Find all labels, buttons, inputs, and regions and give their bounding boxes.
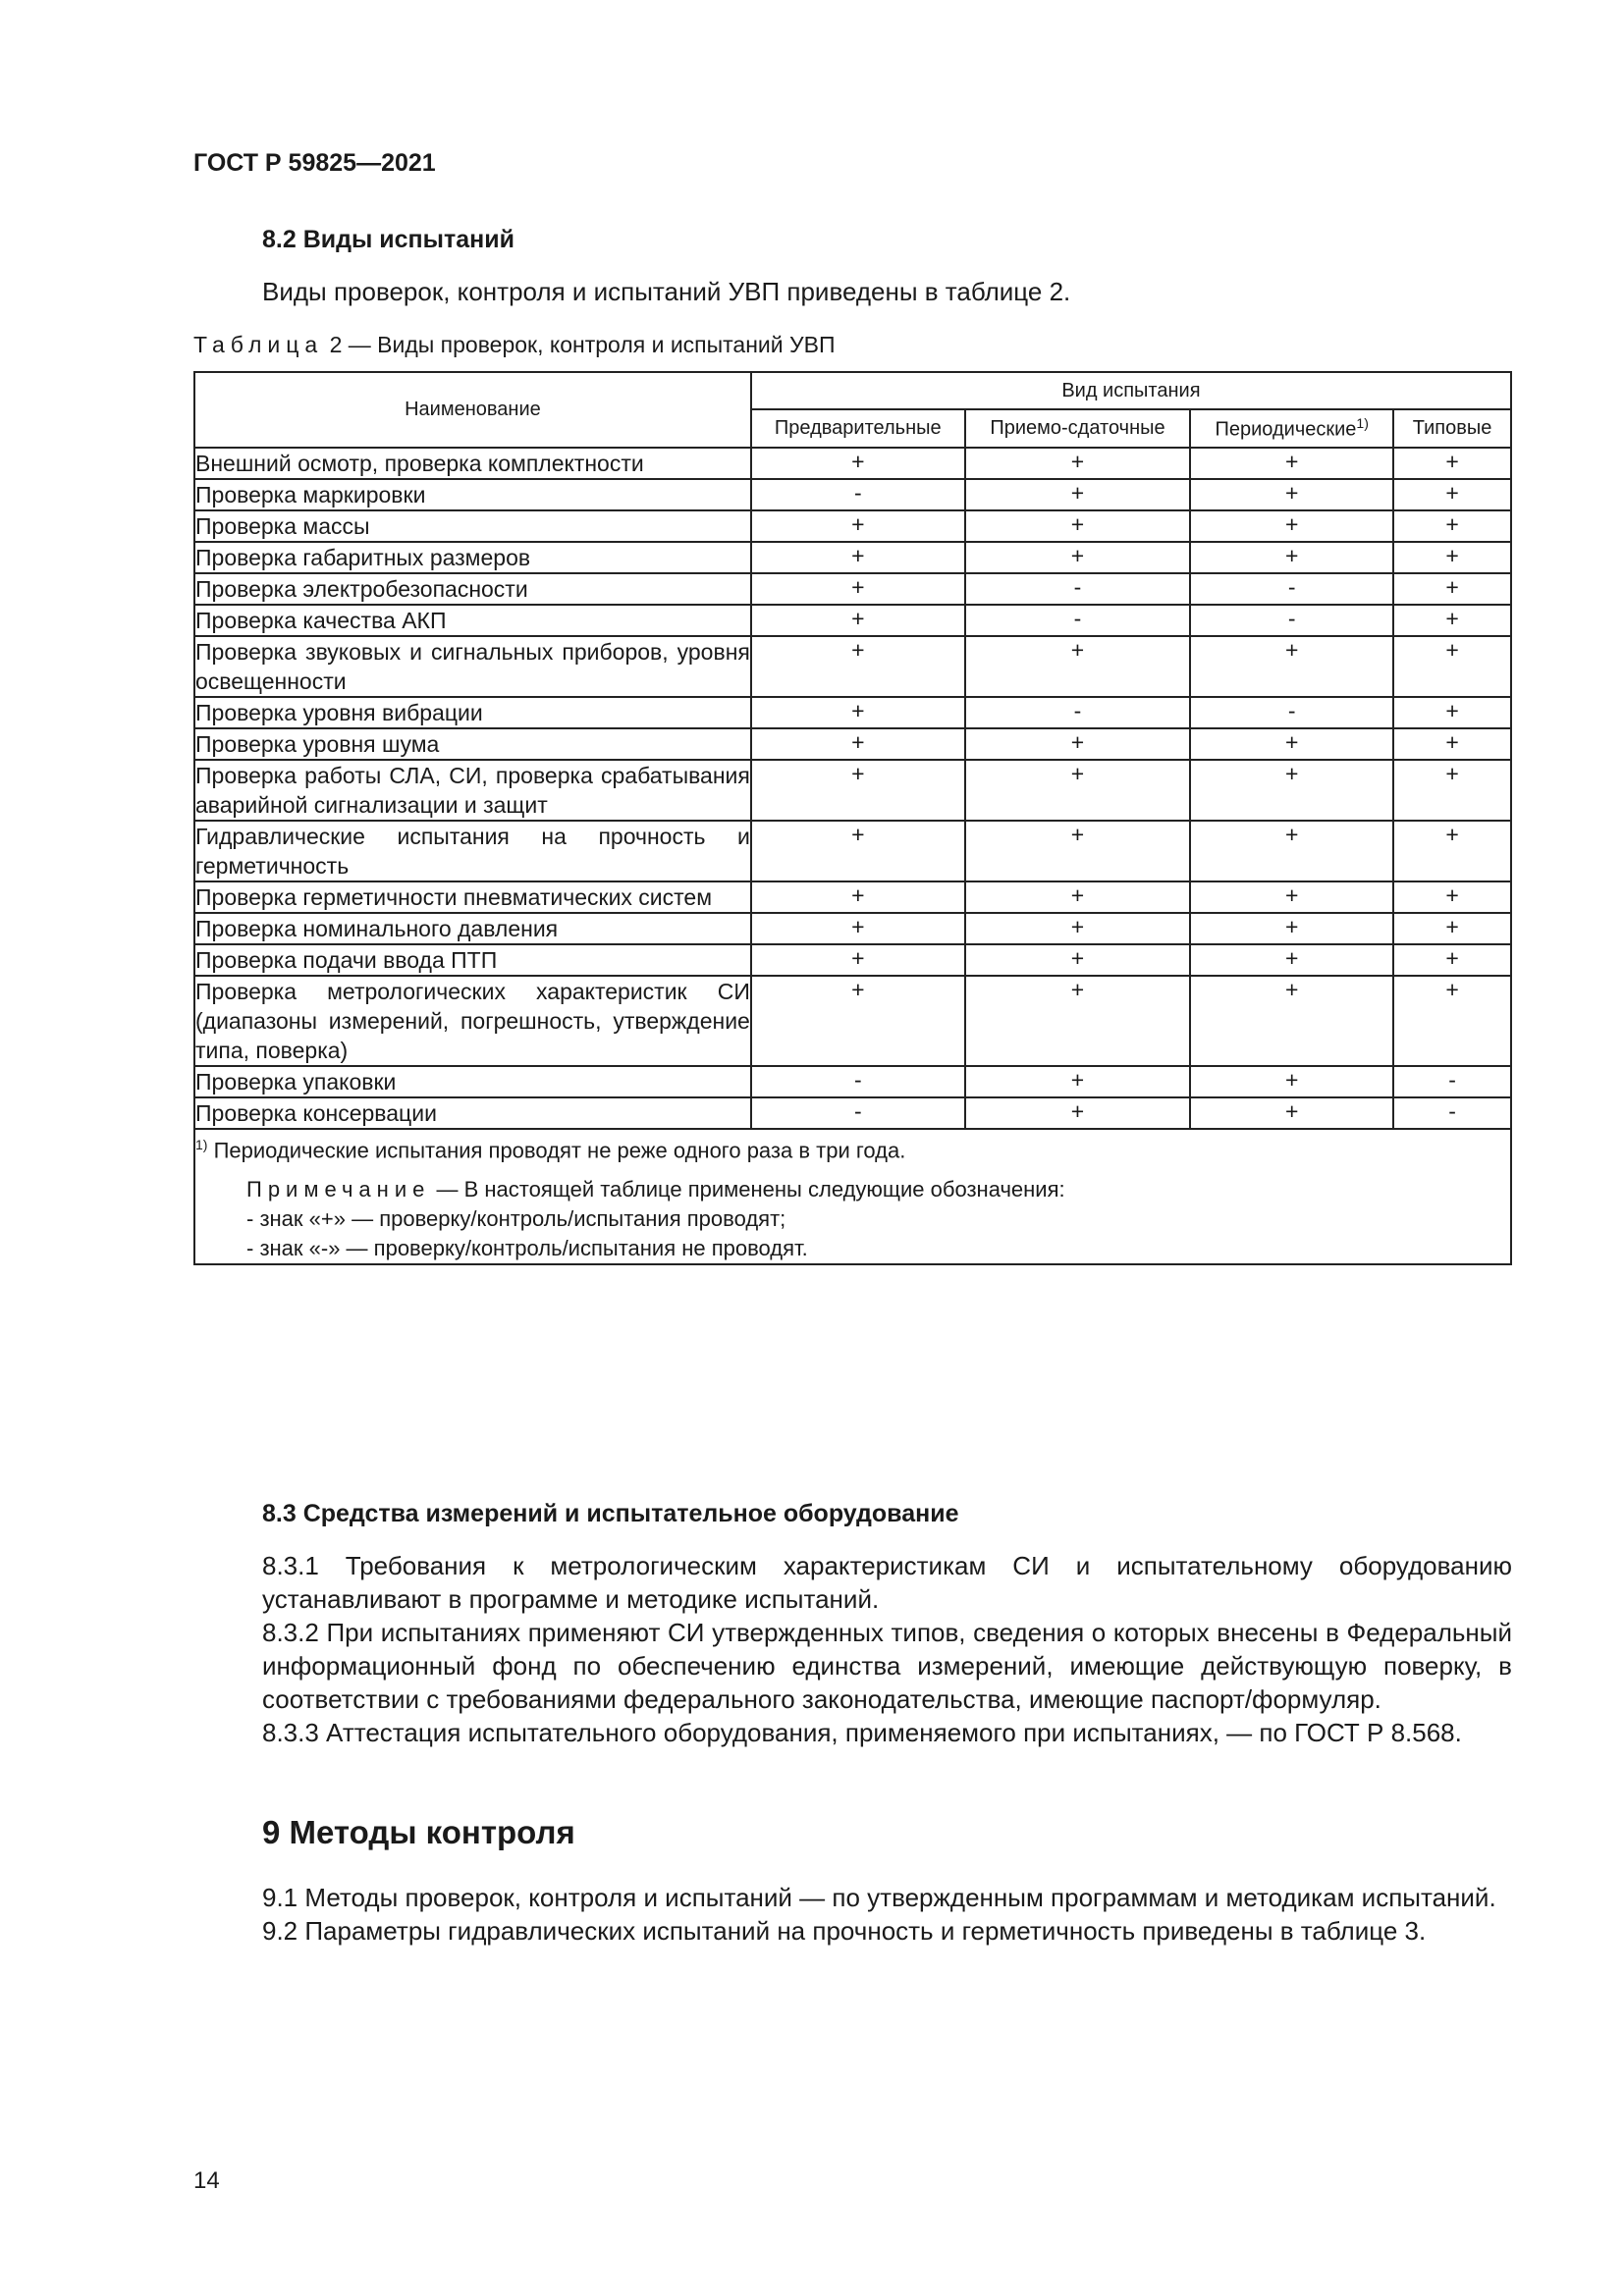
row-mark: +: [1393, 913, 1511, 944]
row-mark: +: [965, 976, 1191, 1066]
table-row: [194, 542, 1511, 573]
table-caption: [193, 332, 836, 358]
table-caption-label: Таблица: [193, 332, 324, 357]
table-row: [194, 605, 1511, 636]
row-mark: +: [1190, 542, 1393, 573]
table-row: [194, 1097, 1511, 1129]
row-mark: +: [1393, 542, 1511, 573]
row-mark: -: [1190, 573, 1393, 605]
row-mark: +: [1393, 479, 1511, 510]
section-9-heading: 9 Методы контроля: [262, 1814, 575, 1850]
table-row: [194, 510, 1511, 542]
footnote-marker: 1): [1356, 415, 1369, 432]
paragraph-8-3-1: 8.3.1 Требования к метрологическим характеристикам СИ и испытательному оборудованию устанавливают в программе и методике испытаний.: [262, 1551, 1512, 1614]
row-mark: +: [751, 944, 965, 976]
row-mark: +: [965, 881, 1191, 913]
note-item: - знак «+» — проверку/контроль/испытания проводят;: [246, 1206, 786, 1232]
row-mark: -: [1190, 697, 1393, 728]
table-row: [194, 1066, 1511, 1097]
column-header-periodic: [1190, 409, 1393, 448]
row-mark: +: [751, 760, 965, 821]
row-mark: +: [1393, 821, 1511, 881]
note-label: Примечание: [246, 1177, 431, 1202]
row-mark: +: [965, 1066, 1191, 1097]
row-mark: +: [1393, 760, 1511, 821]
table-row: [194, 760, 1511, 821]
row-name: Проверка звуковых и сигнальных приборов, уровня освещенности: [194, 636, 751, 697]
table-row: [194, 728, 1511, 760]
row-name: Проверка электробезопасности: [194, 573, 751, 605]
row-mark: +: [751, 448, 965, 479]
tests-table: [193, 371, 1512, 1265]
table-row: [194, 944, 1511, 976]
row-mark: +: [751, 881, 965, 913]
row-mark: +: [1190, 944, 1393, 976]
row-mark: +: [1190, 881, 1393, 913]
row-mark: +: [965, 1097, 1191, 1129]
row-mark: +: [1190, 510, 1393, 542]
row-mark: +: [965, 760, 1191, 821]
row-name: Проверка массы: [194, 510, 751, 542]
column-header-preliminary: Предварительные: [751, 409, 965, 448]
row-mark: -: [965, 605, 1191, 636]
row-mark: +: [1190, 636, 1393, 697]
row-mark: +: [751, 913, 965, 944]
row-mark: +: [1393, 448, 1511, 479]
footnote: [195, 1130, 1510, 1165]
row-mark: -: [1393, 1097, 1511, 1129]
note: [195, 1175, 1510, 1204]
page-number: 14: [193, 2167, 220, 2194]
table-row: [194, 976, 1511, 1066]
table-row: [194, 479, 1511, 510]
row-mark: +: [751, 728, 965, 760]
table-row: [194, 821, 1511, 881]
row-mark: +: [965, 944, 1191, 976]
paragraph-8-3-3: 8.3.3 Аттестация испытательного оборудования, применяемого при испытаниях, — по ГОСТ Р 8.568.: [262, 1718, 1462, 1747]
row-mark: +: [1393, 728, 1511, 760]
section-8-2-intro: Виды проверок, контроля и испытаний УВП приведены в таблице 2.: [262, 277, 1071, 306]
table-row: [194, 636, 1511, 697]
row-mark: +: [1190, 913, 1393, 944]
row-mark: +: [965, 448, 1191, 479]
row-name: Гидравлические испытания на прочность и герметичность: [194, 821, 751, 881]
row-mark: +: [1393, 510, 1511, 542]
row-name: Проверка уровня шума: [194, 728, 751, 760]
row-mark: -: [751, 1097, 965, 1129]
section-8-3-heading: 8.3 Средства измерений и испытательное оборудование: [262, 1500, 959, 1527]
row-mark: +: [1190, 821, 1393, 881]
row-name: Проверка габаритных размеров: [194, 542, 751, 573]
row-mark: +: [1393, 881, 1511, 913]
row-mark: +: [751, 510, 965, 542]
row-mark: +: [1190, 1066, 1393, 1097]
row-mark: +: [1190, 760, 1393, 821]
row-name: Проверка консервации: [194, 1097, 751, 1129]
row-mark: -: [965, 697, 1191, 728]
row-mark: +: [751, 976, 965, 1066]
row-mark: -: [1393, 1066, 1511, 1097]
row-mark: +: [1190, 728, 1393, 760]
section-9-body: [193, 1881, 1512, 1948]
table-row: [194, 573, 1511, 605]
row-mark: -: [751, 479, 965, 510]
column-header-acceptance: Приемо-сдаточные: [965, 409, 1191, 448]
row-mark: +: [965, 913, 1191, 944]
row-mark: +: [965, 542, 1191, 573]
row-name: Проверка уровня вибрации: [194, 697, 751, 728]
row-name: Проверка номинального давления: [194, 913, 751, 944]
row-name: Проверка работы СЛА, СИ, проверка срабатывания аварийной сигнализации и защит: [194, 760, 751, 821]
row-mark: +: [1393, 976, 1511, 1066]
paragraph-9-2: 9.2 Параметры гидравлических испытаний на прочность и герметичность приведены в таблице 3.: [262, 1916, 1427, 1946]
row-mark: +: [751, 697, 965, 728]
footnote-text: Периодические испытания проводят не реже одного раза в три года.: [213, 1138, 906, 1163]
row-mark: +: [965, 728, 1191, 760]
row-mark: +: [1393, 573, 1511, 605]
row-mark: -: [751, 1066, 965, 1097]
table-row: [194, 448, 1511, 479]
row-name: Проверка метрологических характеристик СИ (диапазоны измерений, погрешность, утверждение типа, поверка): [194, 976, 751, 1066]
row-mark: +: [1393, 944, 1511, 976]
row-mark: -: [965, 573, 1191, 605]
row-mark: +: [1393, 697, 1511, 728]
row-mark: +: [965, 636, 1191, 697]
row-mark: +: [1190, 976, 1393, 1066]
row-mark: +: [965, 479, 1191, 510]
row-name: Проверка упаковки: [194, 1066, 751, 1097]
note-item: - знак «-» — проверку/контроль/испытания не проводят.: [246, 1236, 808, 1261]
row-name: Внешний осмотр, проверка комплектности: [194, 448, 751, 479]
column-header-name: Наименование: [194, 372, 751, 448]
table-footer: [194, 1129, 1511, 1264]
row-mark: +: [751, 542, 965, 573]
document-code: ГОСТ Р 59825—2021: [193, 149, 436, 177]
row-mark: +: [751, 636, 965, 697]
row-mark: +: [965, 821, 1191, 881]
column-header-type: Типовые: [1393, 409, 1511, 448]
table-row: [194, 881, 1511, 913]
row-mark: +: [1393, 636, 1511, 697]
row-name: Проверка герметичности пневматических систем: [194, 881, 751, 913]
column-header-periodic-label: Периодические: [1215, 418, 1357, 441]
table-row: [194, 913, 1511, 944]
row-mark: +: [1190, 1097, 1393, 1129]
row-mark: +: [1393, 605, 1511, 636]
row-mark: +: [1190, 479, 1393, 510]
row-mark: +: [751, 573, 965, 605]
row-mark: +: [1190, 448, 1393, 479]
row-name: Проверка маркировки: [194, 479, 751, 510]
column-group-header: Вид испытания: [751, 372, 1511, 409]
table-row: [194, 697, 1511, 728]
footnote-sup: 1): [195, 1137, 208, 1152]
row-name: Проверка подачи ввода ПТП: [194, 944, 751, 976]
section-8-2-heading: 8.2 Виды испытаний: [262, 226, 514, 253]
note-text: — В настоящей таблице применены следующие обозначения:: [436, 1177, 1065, 1202]
row-name: Проверка качества АКП: [194, 605, 751, 636]
row-mark: +: [751, 821, 965, 881]
row-mark: -: [1190, 605, 1393, 636]
section-8-3-body: [193, 1549, 1512, 1749]
row-mark: +: [751, 605, 965, 636]
table-caption-text: 2 — Виды проверок, контроля и испытаний УВП: [329, 332, 836, 357]
paragraph-9-1: 9.1 Методы проверок, контроля и испытаний — по утвержденным программам и методикам испытаний.: [262, 1883, 1496, 1912]
paragraph-8-3-2: 8.3.2 При испытаниях применяют СИ утвержденных типов, сведения о которых внесены в Федеральный информационный фонд по обеспечению единства измерений, имеющие действующую поверку, в соответствии с требованиями федерального законодательства, имеющие паспорт/формуляр.: [262, 1618, 1512, 1714]
row-mark: +: [965, 510, 1191, 542]
